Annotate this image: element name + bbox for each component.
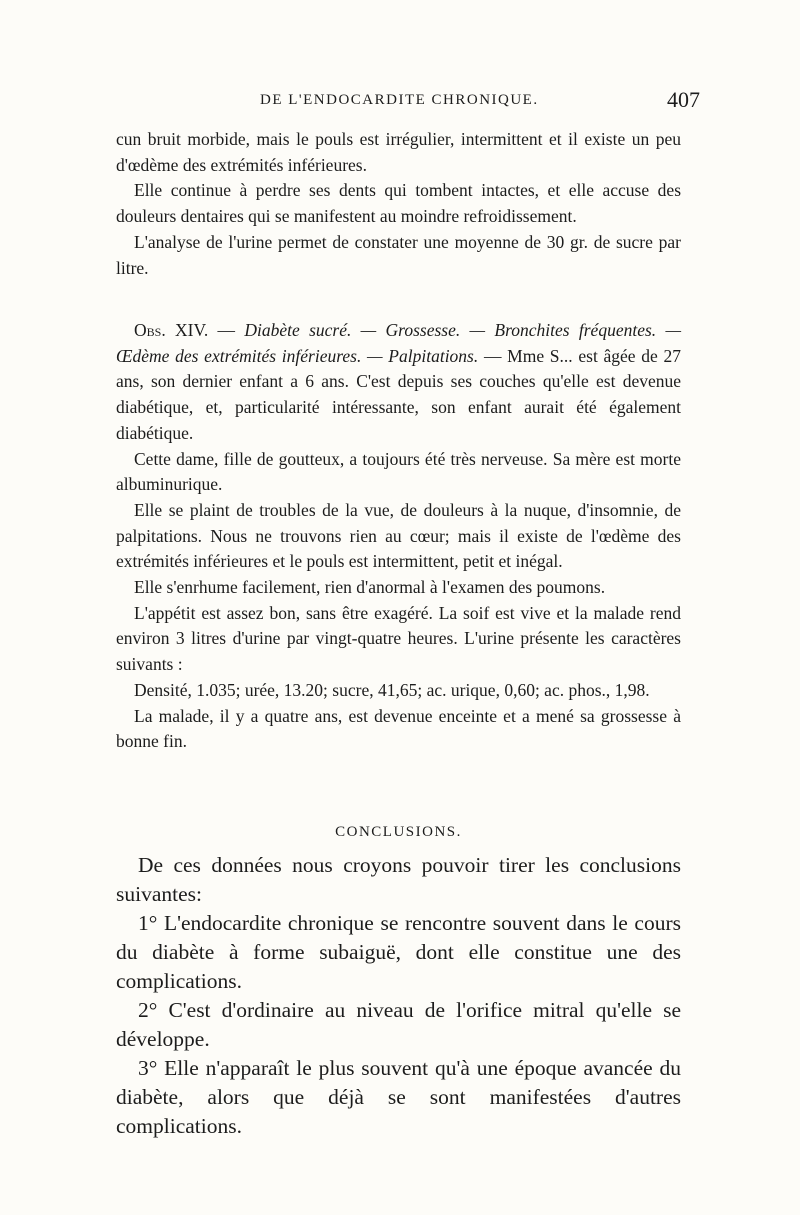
paragraph: L'appétit est assez bon, sans être exagéré. La soif est vive et la malade rend environ 3 litres d'urine par vingt-quatre heures. L'urine présente les caractères suivants :	[116, 602, 681, 675]
paragraph: L'analyse de l'urine permet de constater une moyenne de 30 gr. de sucre par litre.	[116, 231, 681, 278]
paragraph: La malade, il y a quatre ans, est devenue enceinte et a mené sa grossesse à bonne fin.	[116, 705, 681, 752]
paragraph: cun bruit morbide, mais le pouls est irrégulier, intermittent et il existe un peu d'œdème des extrémités inférieures.	[116, 129, 681, 175]
conclusion-3: 3° Elle n'apparaît le plus souvent qu'à une époque avancée du diabète, alors que déjà se sont manifestées d'autres complications.	[116, 1056, 681, 1138]
text-block-case-end	[116, 127, 681, 281]
observation-label: Obs. XIV.	[134, 320, 209, 340]
paragraph: Cette dame, fille de goutteux, a toujours été très nerveuse. Sa mère est morte albuminurique.	[116, 448, 681, 495]
observation-intro	[116, 318, 681, 447]
conclusion-1: 1° L'endocardite chronique se rencontre souvent dans le cours du diabète à forme subaiguë, dont elle constitue une des complications.	[116, 911, 681, 993]
paragraph: Elle continue à perdre ses dents qui tombent intactes, et elle accuse des douleurs dentaires qui se manifestent au moindre refroidissement.	[116, 180, 681, 227]
running-header	[260, 87, 700, 116]
paragraph: Elle s'enrhume facilement, rien d'anormal à l'examen des poumons.	[134, 577, 606, 598]
page-number: 407	[667, 87, 700, 112]
dash: —	[208, 320, 245, 340]
conclusion-2: 2° C'est d'ordinaire au niveau de l'orifice mitral qu'elle se développe.	[116, 998, 681, 1051]
urine-analysis: Densité, 1.035; urée, 13.20; sucre, 41,65; ac. urique, 0,60; ac. phos., 1,98.	[134, 679, 650, 700]
conclusions-intro: De ces données nous croyons pouvoir tirer les conclusions suivantes:	[116, 853, 681, 906]
conclusions-block	[116, 851, 681, 1141]
running-title: DE L'ENDOCARDITE CHRONIQUE.	[260, 92, 539, 108]
paragraph: Elle se plaint de troubles de la vue, de douleurs à la nuque, d'insomnie, de palpitations. Nous ne trouvons rien au cœur; mais il existe de l'œdème des extrémités inférieures et le pouls est intermittent, petit et inégal.	[116, 499, 681, 572]
observation-titles: Diabète sucré. — Grossesse. — Bronchites fréquentes. — Œdème des extrémités inférieures. — Palpitations.	[116, 320, 682, 366]
observation-text: — Mme S... est âgée de 27 ans, son dernier enfant a 6 ans. C'est depuis ses couches qu'elle est devenue diabétique, et, particularité intéressante, son enfant aurait été également diabétique.	[116, 345, 681, 443]
conclusions-heading: CONCLUSIONS.	[335, 824, 462, 840]
observation-xiv	[116, 318, 681, 755]
